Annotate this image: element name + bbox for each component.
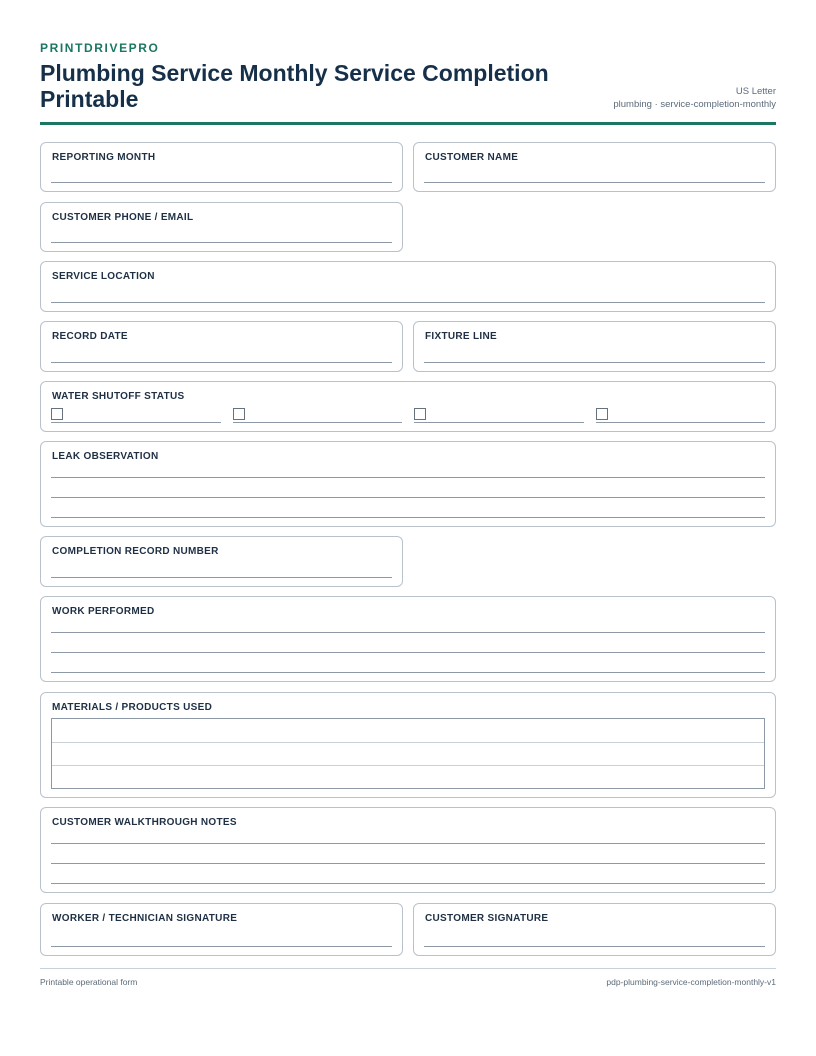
field-customer-name (413, 142, 776, 192)
checkbox-option (233, 408, 403, 423)
field-service-location (40, 261, 776, 312)
field-label: MATERIALS / PRODUCTS USED (52, 702, 213, 713)
materials-table (51, 718, 765, 789)
field-water-shutoff-status (40, 381, 776, 432)
field-label: SERVICE LOCATION (52, 271, 155, 282)
write-line[interactable] (51, 182, 392, 183)
field-label: CUSTOMER NAME (425, 152, 519, 163)
field-leak-observation (40, 441, 776, 527)
field-label: CUSTOMER PHONE / EMAIL (52, 212, 194, 223)
field-label: COMPLETION RECORD NUMBER (52, 546, 219, 557)
field-customer-signature (413, 903, 776, 956)
brand-name: PRINTDRIVEPRO (40, 41, 160, 55)
field-label: CUSTOMER WALKTHROUGH NOTES (52, 817, 237, 828)
footer-divider (40, 968, 776, 969)
write-line[interactable] (424, 362, 765, 363)
write-line[interactable] (51, 652, 765, 653)
field-label: RECORD DATE (52, 331, 128, 342)
form-page (40, 0, 776, 1056)
field-label: CUSTOMER SIGNATURE (425, 913, 549, 924)
write-line[interactable] (51, 863, 765, 864)
write-line[interactable] (424, 182, 765, 183)
field-label: WATER SHUTOFF STATUS (52, 391, 185, 402)
field-label: WORKER / TECHNICIAN SIGNATURE (52, 913, 238, 924)
header-divider (40, 122, 776, 125)
checkbox-option (414, 408, 584, 423)
checkbox[interactable] (596, 408, 608, 420)
checkbox-group (51, 408, 765, 423)
field-record-date (40, 321, 403, 372)
field-work-performed (40, 596, 776, 682)
document-meta (613, 85, 776, 111)
table-row-divider (52, 742, 764, 743)
category-slug: plumbing · service-completion-monthly (613, 99, 776, 110)
write-line[interactable] (51, 577, 392, 578)
field-completion-record-number (40, 536, 403, 587)
checkbox[interactable] (51, 408, 63, 420)
table-row-divider (52, 765, 764, 766)
field-worker-signature (40, 903, 403, 956)
write-line[interactable] (51, 302, 765, 303)
field-label: FIXTURE LINE (425, 331, 497, 342)
signature-line[interactable] (51, 946, 392, 947)
write-line[interactable] (51, 362, 392, 363)
field-customer-phone-email (40, 202, 403, 252)
write-line[interactable] (51, 242, 392, 243)
field-label: WORK PERFORMED (52, 606, 155, 617)
write-line[interactable] (51, 497, 765, 498)
field-label: LEAK OBSERVATION (52, 451, 159, 462)
write-line[interactable] (51, 632, 765, 633)
checkbox-option (596, 408, 766, 423)
checkbox[interactable] (414, 408, 426, 420)
footer-form-id: pdp-plumbing-service-completion-monthly-v1 (606, 977, 776, 987)
write-line[interactable] (51, 843, 765, 844)
footer-description: Printable operational form (40, 977, 138, 987)
write-line[interactable] (51, 477, 765, 478)
write-line[interactable] (51, 672, 765, 673)
field-reporting-month (40, 142, 403, 192)
field-label: REPORTING MONTH (52, 152, 156, 163)
field-customer-walkthrough-notes (40, 807, 776, 893)
signature-line[interactable] (424, 946, 765, 947)
paper-size: US Letter (735, 86, 776, 97)
field-materials-products-used (40, 692, 776, 798)
checkbox[interactable] (233, 408, 245, 420)
page-title: Plumbing Service Monthly Service Completion Printable (40, 60, 549, 112)
field-fixture-line (413, 321, 776, 372)
write-line[interactable] (51, 883, 765, 884)
checkbox-option (51, 408, 221, 423)
write-line[interactable] (51, 517, 765, 518)
